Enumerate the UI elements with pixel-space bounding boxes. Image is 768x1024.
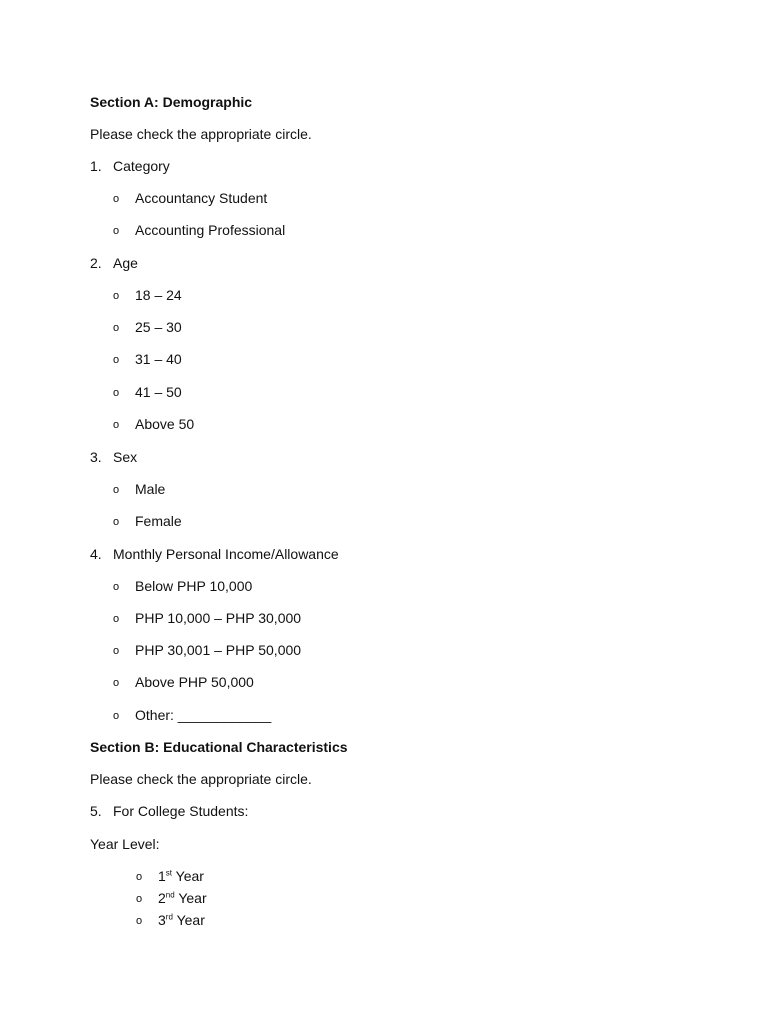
section-b-title: Section B: Educational Characteristics <box>90 739 348 755</box>
option-male: Male <box>135 481 166 497</box>
radio-circle-icon[interactable]: o <box>136 915 143 927</box>
option-income-above-50000: Above PHP 50,000 <box>135 674 254 690</box>
option-age-18-24: 18 – 24 <box>135 287 182 303</box>
option-accounting-professional: Accounting Professional <box>135 222 286 238</box>
radio-circle-icon[interactable]: o <box>113 290 120 302</box>
radio-circle-icon[interactable]: o <box>136 893 143 905</box>
option-3rd-year: 3rd Year <box>158 912 205 928</box>
question-5-number: 5. <box>90 803 102 819</box>
question-2-label: Age <box>113 255 138 271</box>
option-income-other: Other: ____________ <box>135 707 272 723</box>
radio-circle-icon[interactable]: o <box>113 322 120 334</box>
question-1-number: 1. <box>90 158 102 174</box>
radio-circle-icon[interactable]: o <box>113 516 120 528</box>
question-1-label: Category <box>113 158 170 174</box>
radio-circle-icon[interactable]: o <box>113 387 120 399</box>
radio-circle-icon[interactable]: o <box>113 613 120 625</box>
option-age-31-40: 31 – 40 <box>135 351 182 367</box>
question-4-number: 4. <box>90 546 102 562</box>
question-4-label: Monthly Personal Income/Allowance <box>113 546 339 562</box>
option-age-25-30: 25 – 30 <box>135 319 182 335</box>
option-female: Female <box>135 513 182 529</box>
radio-circle-icon[interactable]: o <box>113 354 120 366</box>
radio-circle-icon[interactable]: o <box>113 193 120 205</box>
question-2-number: 2. <box>90 255 102 271</box>
question-3-label: Sex <box>113 449 138 465</box>
option-income-below-10000: Below PHP 10,000 <box>135 578 253 594</box>
option-2nd-year: 2nd Year <box>158 890 207 906</box>
option-1st-year: 1st Year <box>158 868 204 884</box>
radio-circle-icon[interactable]: o <box>113 645 120 657</box>
option-age-41-50: 41 – 50 <box>135 384 182 400</box>
section-a-instruction: Please check the appropriate circle. <box>90 126 312 142</box>
option-income-10000-30000: PHP 10,000 – PHP 30,000 <box>135 610 302 626</box>
option-accountancy-student: Accountancy Student <box>135 190 268 206</box>
section-a-title: Section A: Demographic <box>90 94 253 110</box>
radio-circle-icon[interactable]: o <box>113 419 120 431</box>
radio-circle-icon[interactable]: o <box>113 677 120 689</box>
option-age-above-50: Above 50 <box>135 416 195 432</box>
option-income-30001-50000: PHP 30,001 – PHP 50,000 <box>135 642 302 658</box>
section-b-instruction: Please check the appropriate circle. <box>90 771 312 787</box>
question-3-number: 3. <box>90 449 102 465</box>
question-5-label: For College Students: <box>113 803 249 819</box>
radio-circle-icon[interactable]: o <box>136 871 143 883</box>
radio-circle-icon[interactable]: o <box>113 484 120 496</box>
radio-circle-icon[interactable]: o <box>113 225 120 237</box>
radio-circle-icon[interactable]: o <box>113 581 120 593</box>
year-level-label: Year Level: <box>90 836 160 852</box>
radio-circle-icon[interactable]: o <box>113 710 120 722</box>
